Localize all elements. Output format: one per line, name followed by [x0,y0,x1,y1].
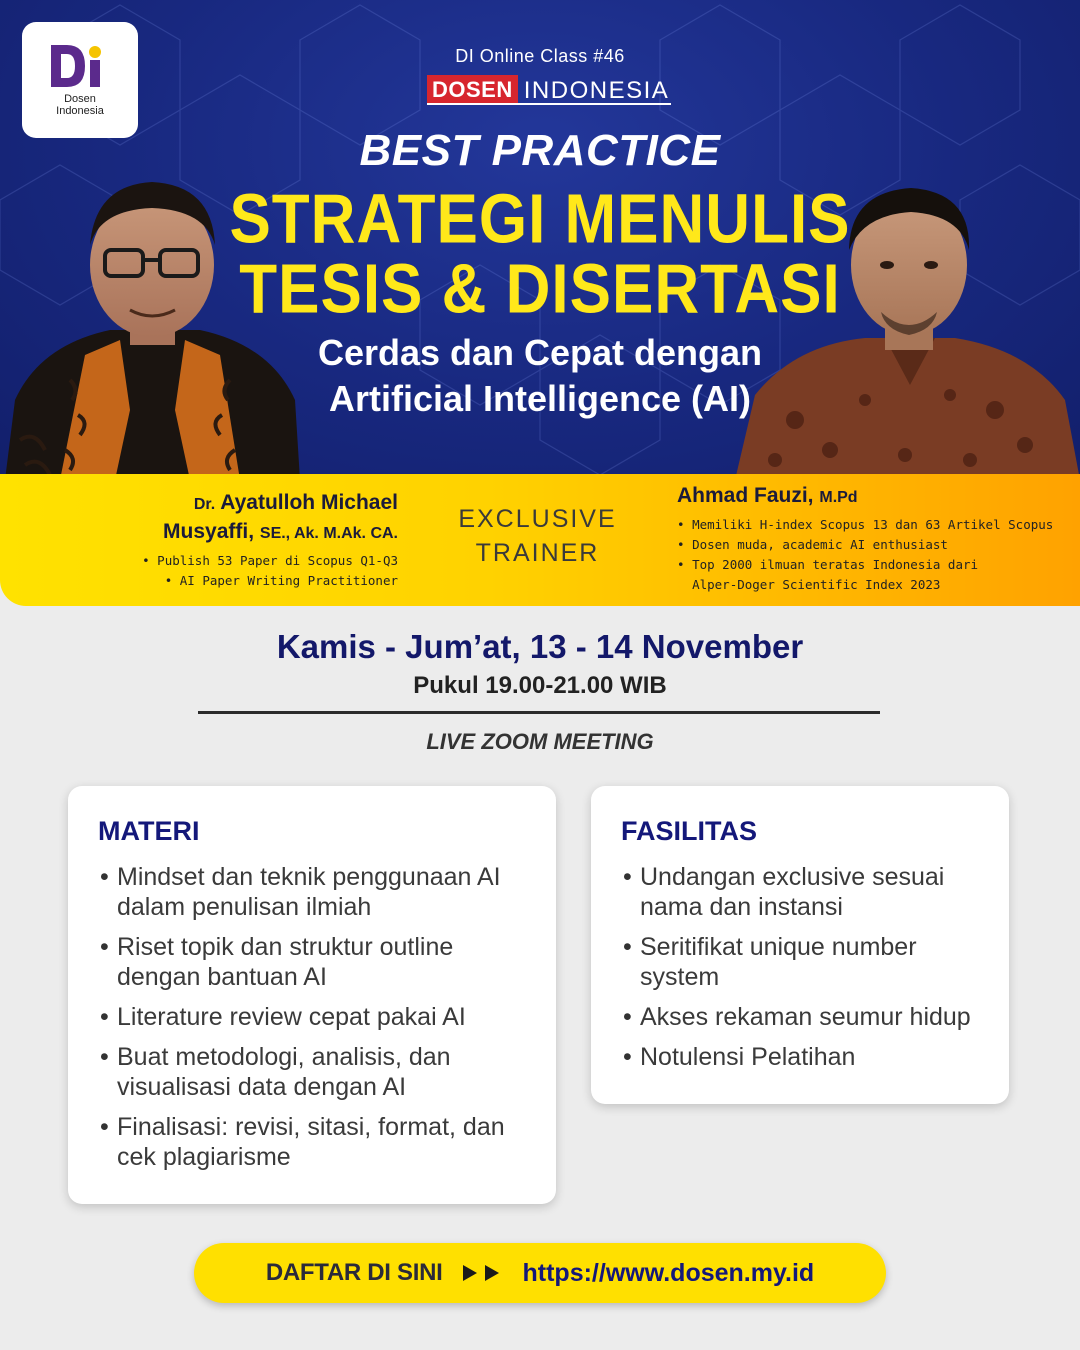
register-button[interactable] [194,1243,886,1303]
trainer-right-bullet: • Top 2000 ilmuan teratas Indonesia dari [677,557,979,572]
trainer-right-name [677,482,1053,511]
list-item [623,1042,989,1072]
trainer-left-bullet: • Publish 53 Paper di Scopus Q1-Q3 [142,553,398,568]
main-title-line1: STRATEGI MENULIS [229,180,851,259]
list-item-line: • Undangan exclusive sesuai [640,863,945,891]
list-item-line: • Finalisasi: revisi, sitasi, format, dan [117,1113,505,1141]
trainer-right-bullet-text: Dosen muda, academic AI enthusiast [692,537,948,552]
fasilitas-title: FASILITAS [621,816,758,846]
main-title-line2: TESIS & DISERTASI [239,250,841,329]
trainer-left-name-line1 [142,489,398,518]
logo-text-line2: Indonesia [56,105,104,117]
list-item-line: • Literature review cepat pakai AI [117,1003,466,1031]
fasilitas-card [591,786,1009,1104]
list-item [623,862,989,922]
event-mode: LIVE ZOOM MEETING [426,729,654,754]
list-item [100,1002,536,1032]
subtitle-line1: Cerdas dan Cepat dengan [317,332,763,373]
materi-card [68,786,556,1204]
event-time: Pukul 19.00-21.00 WIB [413,672,667,699]
trainer-left-degree: SE., Ak. M.Ak. CA. [259,525,398,542]
kicker-title: BEST PRACTICE [359,126,721,175]
list-item-line: system [640,963,720,991]
trainer-left-bullet-text: Publish 53 Paper di Scopus Q1-Q3 [157,553,398,568]
trainer-right-bullet: • Dosen muda, academic AI enthusiast [677,537,948,552]
list-item [100,1112,536,1172]
register-label: DAFTAR DI SINI [265,1259,443,1286]
register-url-link[interactable]: https://www.dosen.my.id [522,1258,815,1287]
materi-list [100,862,536,1182]
list-item-line: dalam penulisan ilmiah [117,893,372,921]
trainer-left-name-line2 [142,518,398,547]
trainer-left-bullet-text: AI Paper Writing Practitioner [179,573,398,588]
fasilitas-list [623,862,989,1082]
list-item-line: • Mindset dan teknik penggunaan AI [117,863,501,891]
exclusive-line2: TRAINER [475,539,600,567]
trainer-band [0,474,1080,606]
dosen-indonesia-logo[interactable] [22,22,138,138]
trainer-right-full-name: Ahmad Fauzi, [677,484,814,507]
trainer-right-degree: M.Pd [819,489,858,506]
list-item [623,1002,989,1032]
trainer-left-prefix: Dr. [193,496,216,513]
trainer-right [677,482,1053,595]
list-item [623,932,989,992]
list-item-line: visualisasi data dengan AI [117,1073,407,1101]
exclusive-line1: EXCLUSIVE [458,505,617,533]
double-play-arrow-icon [461,1264,505,1282]
hero-banner [0,0,1080,480]
list-item [100,862,536,922]
trainer-right-bullet [677,575,1053,595]
materi-title: MATERI [98,816,200,846]
list-item-line: • Seritifikat unique number [640,933,917,961]
brand-indonesia: INDONESIA [523,77,670,104]
list-item-line: • Buat metodologi, analisis, dan [117,1043,451,1071]
exclusive-trainer-label [430,502,645,570]
list-item-line: • Notulensi Pelatihan [640,1043,856,1071]
subtitle-line2: Artificial Intelligence (AI) [328,378,752,419]
trainer-left-last-name: Musyaffi, [163,520,255,543]
list-item [100,932,536,992]
list-item-line: nama dan instansi [640,893,843,921]
list-item-line: cek plagiarisme [117,1143,291,1171]
divider [198,711,880,714]
trainer-left [142,489,398,591]
list-item-line: dengan bantuan AI [117,963,327,991]
list-item-line: • Akses rekaman seumur hidup [640,1003,971,1031]
list-item-line: • Riset topik dan struktur outline [117,933,454,961]
trainer-left-first-name: Ayatulloh Michael [220,491,398,514]
trainer-right-bullet-text: Top 2000 ilmuan teratas Indonesia dari [692,557,979,572]
class-label: DI Online Class #46 [455,46,625,66]
brand-dosen: DOSEN [427,75,518,103]
trainer-right-bullet: • Memiliki H-index Scopus 13 dan 63 Artikel Scopus [677,517,1054,532]
trainer-right-bullet-text: Alper-Doger Scientific Index 2023 [692,577,941,592]
logo-text-line1: Dosen [64,93,96,105]
event-date: Kamis - Jum’at, 13 - 14 November [276,628,804,665]
trainer-right-bullets [677,515,1053,595]
trainer-left-bullet: • AI Paper Writing Practitioner [164,573,398,588]
logo-text [56,93,104,117]
trainer-right-bullet-text: Memiliki H-index Scopus 13 dan 63 Artikel Scopus [692,517,1054,532]
brand-wordmark [427,75,671,105]
list-item [100,1042,536,1102]
trainer-left-bullets [142,551,398,591]
